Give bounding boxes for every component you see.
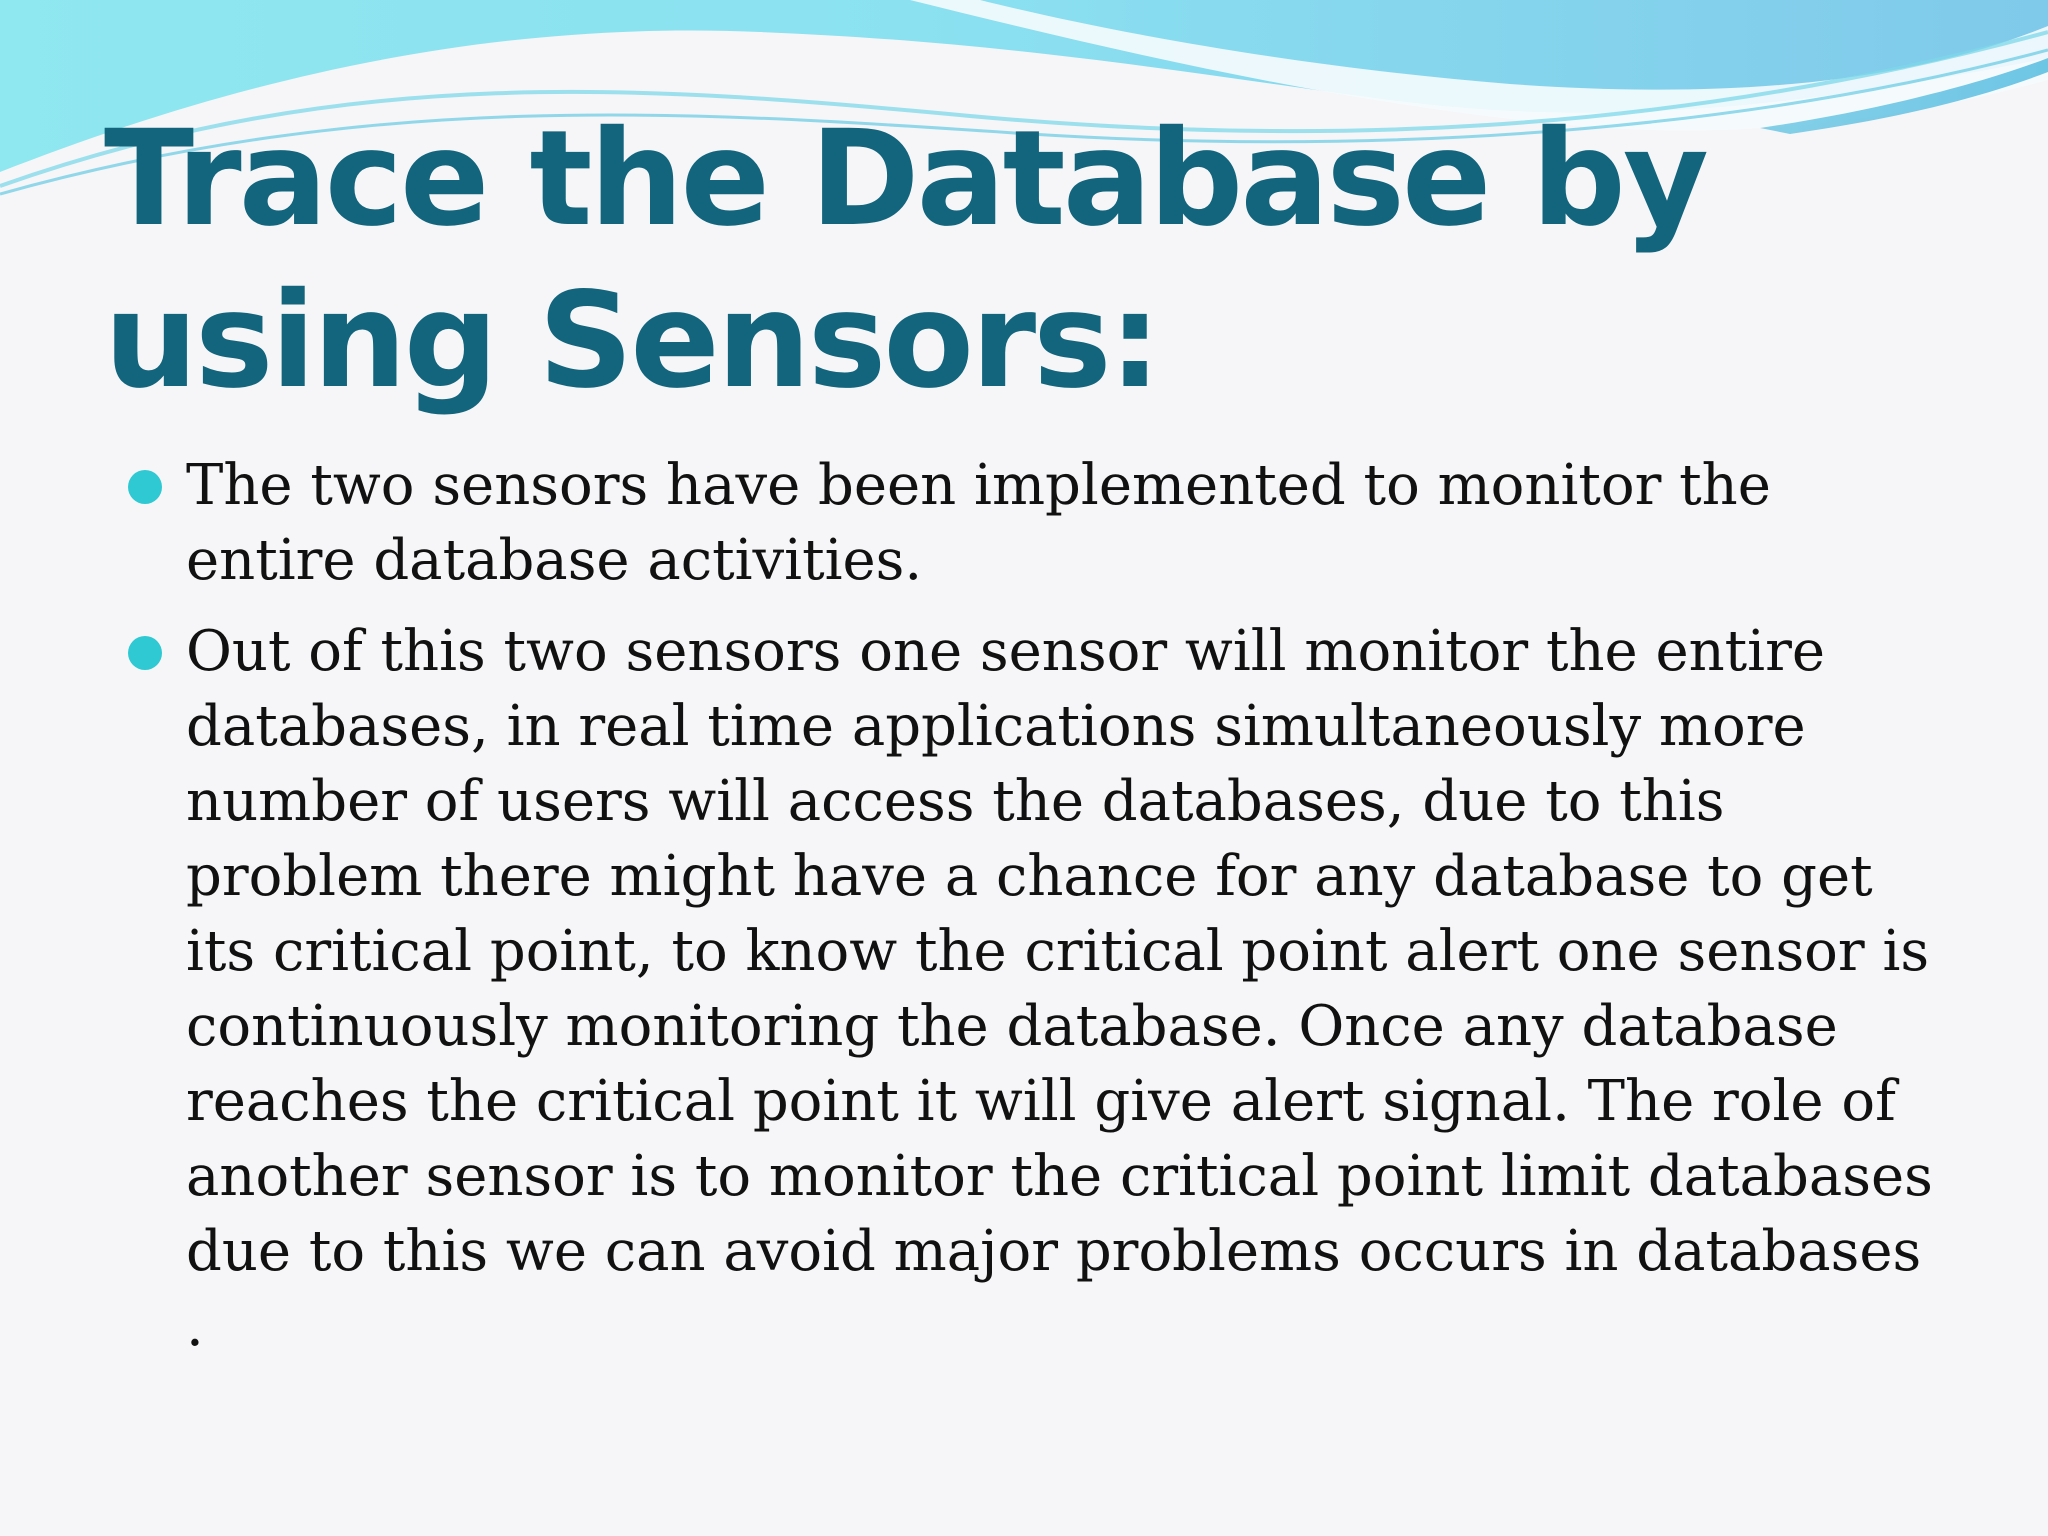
bullet-item-2 [128,614,1948,1364]
slide-title: Trace the Database by using Sensors: [104,102,1706,418]
bullet-dot-icon [128,470,162,504]
bullet-item-1 [128,448,1948,598]
bullet-text-2: Out of this two sensors one sensor will monitor the entire databases, in real time applications simultaneously more number of users will access the databases, due to this problem there might have a chance for any database to get its critical point, to know the critical point alert one sensor is continuously monitoring the database. Once any database reaches the critical point it will give alert signal. The role of another sensor is to monitor the critical point limit databases due to this we can avoid major problems occurs in databases . [186,619,1933,1359]
bullet-text-1: The two sensors have been implemented to monitor the entire database activities. [186,453,1771,593]
bullet-list [128,448,1948,1380]
bullet-dot-icon [128,636,162,670]
